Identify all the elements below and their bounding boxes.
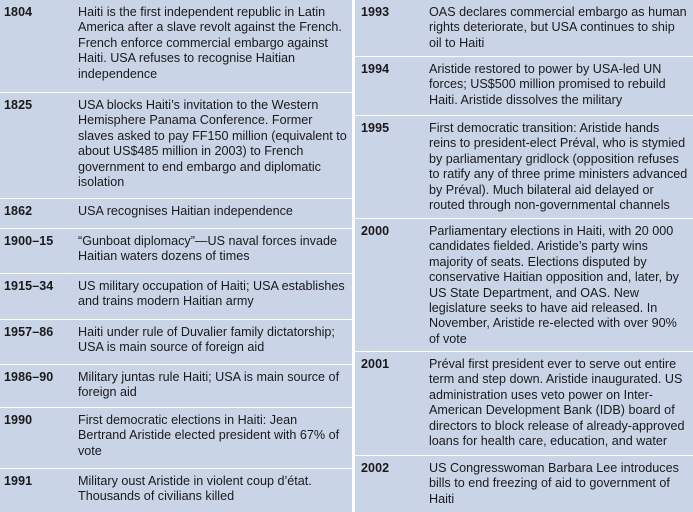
entry-year: 1862 (4, 204, 33, 218)
entry-text: Military juntas rule Haiti; USA is main source of foreign aid (78, 370, 340, 400)
timeline-entry-1986-90 (0, 364, 352, 407)
entry-text: Parliamentary elections in Haiti, with 20 000 candidates fielded. Aristide’s party wins majority of seats. Elections disputed by conservative Haitian opposition and, later, by US State Department, and OAS. New legislature seeks to have aid released. In November, Aristide re-elected with over 90% of vote (429, 224, 679, 346)
timeline-entry-1990 (0, 407, 352, 468)
timeline-entry-1995 (355, 115, 693, 218)
timeline-entry-1993 (355, 0, 693, 56)
timeline-entry-1915-34 (0, 273, 352, 319)
entry-year: 1990 (4, 413, 33, 427)
entry-text: Aristide restored to power by USA-led UN forces; US$500 million promised to rebuild Haiti. Aristide dissolves the military (429, 62, 666, 107)
timeline-entry-1862 (0, 198, 352, 228)
entry-text: First democratic transition: Aristide hands reins to president-elect Préval, who is stymied by parliamentary gridlock (opposition refuses to ratify any of three prime ministers advanced by Préval). Much bilateral aid delayed or routed through non-governmental channels (429, 121, 688, 213)
timeline-entry-2002 (355, 455, 693, 512)
entry-text: USA blocks Haiti’s invitation to the Western Hemisphere Panama Conference. Former slaves asked to pay FF150 million (equivalent to about US$485 million in 2003) to French government to end embargo and diplomatic isolation (78, 98, 347, 190)
entry-text: US Congresswoman Barbara Lee introduces bills to end freezing of aid to government of Haiti (429, 461, 679, 506)
entry-year: 1993 (361, 5, 390, 19)
entry-year: 1825 (4, 98, 33, 112)
entry-year: 2001 (361, 357, 390, 371)
timeline-entry-1900-15 (0, 228, 352, 273)
entry-year: 1804 (4, 5, 33, 19)
entry-text: US military occupation of Haiti; USA establishes and trains modern Haitian army (78, 279, 345, 309)
entry-text: “Gunboat diplomacy”—US naval forces invade Haitian waters dozens of times (78, 234, 337, 264)
entry-year: 1957–86 (4, 325, 54, 339)
timeline-entry-2001 (355, 351, 693, 455)
entry-year: 1986–90 (4, 370, 54, 384)
entry-year: 1900–15 (4, 234, 54, 248)
entry-text: Préval first president ever to serve out entire term and step down. Aristide inaugurated. US administration uses veto power on Inter-American Development Bank (IDB) board of directors to block release of already-approved loans for health care, education, and water (429, 357, 685, 449)
entry-text: Haiti under rule of Duvalier family dictatorship; USA is main source of foreign aid (78, 325, 335, 355)
entry-text: Military oust Aristide in violent coup d’état. Thousands of civilians killed (78, 474, 312, 504)
entry-text: OAS declares commercial embargo as human rights deteriorate, but USA continues to ship oil to Haiti (429, 5, 687, 50)
entry-year: 2000 (361, 224, 390, 238)
entry-year: 1994 (361, 62, 390, 76)
timeline-entry-2000 (355, 218, 693, 351)
entry-year: 2002 (361, 461, 390, 475)
entry-text: Haiti is the first independent republic in Latin America after a slave revolt against the French. French enforce commercial embargo against Haiti. USA refuses to recognise Haitian independence (78, 5, 342, 81)
timeline-entry-1991 (0, 468, 352, 512)
timeline-entry-1957-86 (0, 319, 352, 364)
timeline-right-column (355, 0, 693, 512)
timeline-entry-1804 (0, 0, 352, 92)
entry-text: USA recognises Haitian independence (78, 204, 293, 218)
entry-year: 1995 (361, 121, 390, 135)
entry-year: 1991 (4, 474, 33, 488)
entry-text: First democratic elections in Haiti: Jean Bertrand Aristide elected president with 67% of vote (78, 413, 340, 458)
timeline-entry-1825 (0, 92, 352, 198)
timeline-entry-1994 (355, 56, 693, 115)
entry-year: 1915–34 (4, 279, 54, 293)
